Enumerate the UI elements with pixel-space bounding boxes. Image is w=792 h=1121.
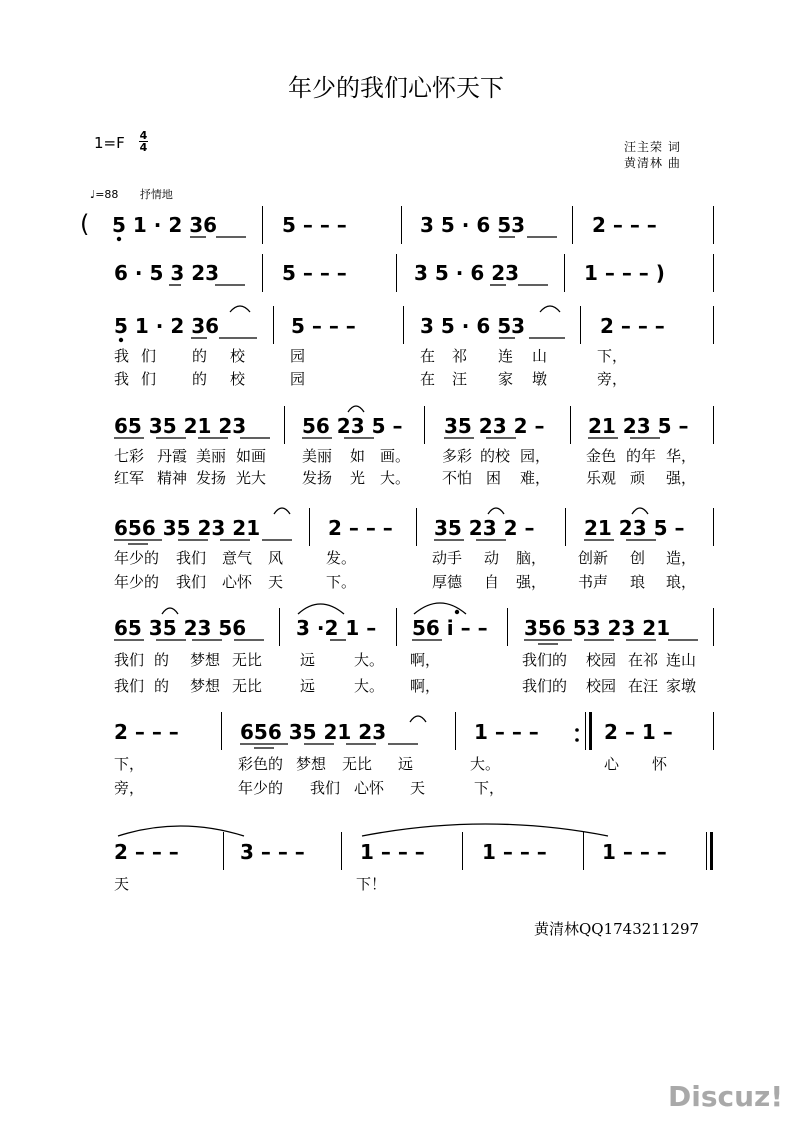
lyric: 七彩 [114, 447, 145, 465]
lyric: 如画 [236, 447, 267, 465]
time-signature-bottom: 4 [139, 141, 148, 154]
lyric: 在 [420, 370, 436, 388]
lyric: 心 [604, 755, 620, 773]
lyric: 华， [666, 447, 697, 465]
lyric: 我们的 [522, 677, 568, 695]
lyric: 多彩 [442, 447, 473, 465]
lyric: 强， [516, 573, 547, 591]
lyric: 自 [484, 573, 500, 591]
lyric: 大。 [354, 677, 385, 695]
lyric: 的 [192, 370, 208, 388]
lyric: 园， [520, 447, 551, 465]
measure: 35 23 2 – [444, 414, 545, 438]
lyric: 光大 [236, 469, 267, 487]
signature: 黄清林QQ1743211297 [534, 920, 700, 938]
lyric: 不怕 [442, 469, 473, 487]
lyric: 强， [666, 469, 697, 487]
lyric: 园 [290, 370, 306, 388]
measure: 656 35 21 23 [240, 720, 387, 744]
measure: 5 – – – [282, 261, 347, 285]
lyric: 连 [498, 347, 514, 365]
slur [298, 604, 344, 614]
measure: 5 1 · 2 36 [114, 314, 220, 338]
lyric: 丹霞 [157, 447, 188, 465]
tempo-value: ♩=88 [90, 188, 119, 201]
measure: 2 – 1 – [604, 720, 673, 744]
lyric: 的校 [480, 447, 511, 465]
lyric: 书声 [578, 573, 609, 591]
upper-octave-dot [455, 610, 459, 614]
lyric: 我们 [114, 677, 145, 695]
measure: 2 – – – [114, 840, 179, 864]
lyric: 创新 [578, 549, 609, 567]
composer-credit: 黄清林 曲 [624, 156, 681, 170]
lyric: 发。 [326, 549, 357, 567]
lyric: 困 [486, 469, 502, 487]
lyric: 校 [230, 347, 246, 365]
lyric: 远 [398, 755, 414, 773]
lyric: 梦想 [190, 651, 221, 669]
lyric: 乐观 [586, 469, 617, 487]
lyric: 精神 [157, 469, 188, 487]
lyric: 琅， [666, 573, 697, 591]
lyric: 天 [114, 875, 130, 893]
lyric: 动 [484, 549, 500, 567]
lyric: 无比 [342, 755, 373, 773]
lyric: 年少的 [114, 573, 160, 591]
measure: 21 23 5 – [588, 414, 689, 438]
lyric: 下， [114, 755, 145, 773]
lyric: 校园 [586, 677, 617, 695]
lyric: 年少的 [238, 779, 284, 797]
lyric: 旁， [597, 370, 628, 388]
lyric: 的 [192, 347, 208, 365]
lyric: 山 [532, 347, 548, 365]
expression-mark: 抒情地 [139, 188, 173, 201]
opening-parenthesis: ( [80, 210, 90, 238]
lyric: 如 [350, 447, 366, 465]
lyric: 我们 [176, 573, 207, 591]
lyric: 创 [630, 549, 646, 567]
lyric: 在祁 [628, 651, 659, 669]
lyric: 大。 [380, 469, 411, 487]
lyric: 啊， [410, 651, 441, 669]
lyric: 动手 [432, 549, 463, 567]
measure: 35 23 2 – [434, 516, 535, 540]
lyric: 金色 [586, 447, 617, 465]
lyric: 的 [154, 677, 170, 695]
lyric: 下， [597, 347, 628, 365]
measure: 5 1 · 2 36 [112, 213, 218, 237]
lyric: 发扬 [302, 469, 333, 487]
lyric: 下。 [326, 573, 357, 591]
time-signature-top: 4 [139, 129, 148, 142]
lyric: 发扬 [196, 469, 227, 487]
measure: 5 – – – [282, 213, 347, 237]
lyric: 心怀 [354, 779, 385, 797]
measure: 65 35 21 23 [114, 414, 247, 438]
lyric: 意气 [222, 549, 253, 567]
lyric: 光 [350, 469, 366, 487]
lyric: 厚德 [432, 573, 463, 591]
lyric: 祁 [452, 347, 468, 365]
slur [348, 406, 364, 412]
measure: 2 – – – [328, 516, 393, 540]
measure: 6 · 5 3 23 [114, 261, 220, 285]
lyric: 无比 [232, 677, 263, 695]
lyric: 下！ [356, 875, 387, 893]
lyric: 校园 [586, 651, 617, 669]
measure: 3 – – – [240, 840, 305, 864]
lyric: 我们 [176, 549, 207, 567]
slur [118, 826, 244, 836]
slur [230, 306, 250, 312]
slur [274, 508, 290, 514]
lyric: 彩色的 [238, 755, 284, 773]
lyric: 我 [114, 347, 130, 365]
lyric: 梦想 [296, 755, 327, 773]
lyric: 家墩 [666, 677, 697, 695]
lyric: 画。 [380, 447, 411, 465]
slur [410, 716, 426, 722]
lyric: 美丽 [302, 447, 333, 465]
lyric: 我们的 [522, 651, 568, 669]
measure: 356 53 23 21 [524, 616, 671, 640]
measure: 3 5 · 6 53 [420, 314, 526, 338]
measure: 1 – – – [360, 840, 425, 864]
measure: 2 – – – [600, 314, 665, 338]
slur [540, 306, 560, 312]
lyric: 远 [300, 651, 316, 669]
lyric: 造， [666, 549, 697, 567]
lyric: 下， [474, 779, 505, 797]
lyric: 我 [114, 370, 130, 388]
measure: 3 5 · 6 23 [414, 261, 520, 285]
lyric: 啊， [410, 677, 441, 695]
lyric: 家 [498, 370, 514, 388]
measure: 21 23 5 – [584, 516, 685, 540]
slur [632, 508, 648, 514]
measure: 2 – – – [592, 213, 657, 237]
measure: 1 – – – [474, 720, 539, 744]
lyric: 脑， [516, 549, 547, 567]
repeat-dot [575, 738, 579, 742]
lyric: 心怀 [222, 573, 253, 591]
lyric: 在汪 [628, 677, 659, 695]
lyric: 美丽 [196, 447, 227, 465]
lyric: 风 [268, 549, 284, 567]
lyric: 墩 [532, 370, 548, 388]
lyric: 校 [230, 370, 246, 388]
lyric: 远 [300, 677, 316, 695]
measure: 3 ·2 1 – [296, 616, 377, 640]
lyric: 在 [420, 347, 436, 365]
measure: 56 23 5 – [302, 414, 403, 438]
lyric: 们 [141, 370, 157, 388]
lower-octave-dot [119, 338, 123, 342]
lyric: 的 [154, 651, 170, 669]
lyric: 怀 [652, 755, 668, 773]
slur [362, 824, 608, 836]
slur [162, 608, 178, 614]
lyric: 顽 [630, 469, 646, 487]
measure: 656 35 23 21 [114, 516, 261, 540]
measure: 65 35 23 56 [114, 616, 247, 640]
measure: 56 i – – [412, 616, 488, 640]
lyric: 年少的 [114, 549, 160, 567]
lyric: 难， [520, 469, 551, 487]
slur [488, 508, 504, 514]
measure: 2 – – – [114, 720, 179, 744]
lyric: 红军 [114, 469, 145, 487]
lyric: 旁， [114, 779, 145, 797]
lyric: 天 [268, 573, 284, 591]
measure: 1 – – – [602, 840, 667, 864]
measure: 5 – – – [291, 314, 356, 338]
lyric: 无比 [232, 651, 263, 669]
lower-octave-dot [117, 237, 121, 241]
lyric: 们 [141, 347, 157, 365]
lyric: 我们 [114, 651, 145, 669]
lyric: 连山 [666, 651, 697, 669]
lyric: 天 [410, 779, 426, 797]
measure: 1 – – – [482, 840, 547, 864]
watermark: Discuz! [668, 1080, 784, 1113]
lyric: 大。 [470, 755, 501, 773]
key-signature: 1=F [94, 134, 125, 152]
measure: 1 – – – ) [584, 261, 665, 285]
measure: 3 5 · 6 53 [420, 213, 526, 237]
lyric: 我们 [310, 779, 341, 797]
lyric: 梦想 [190, 677, 221, 695]
lyric: 园 [290, 347, 306, 365]
lyric: 汪 [452, 370, 468, 388]
song-title: 年少的我们心怀天下 [288, 74, 504, 102]
lyric: 琅 [630, 573, 646, 591]
lyricist-credit: 汪主荣 词 [624, 140, 681, 154]
repeat-dot [575, 728, 579, 732]
lyric: 大。 [354, 651, 385, 669]
lyric: 的年 [626, 447, 657, 465]
